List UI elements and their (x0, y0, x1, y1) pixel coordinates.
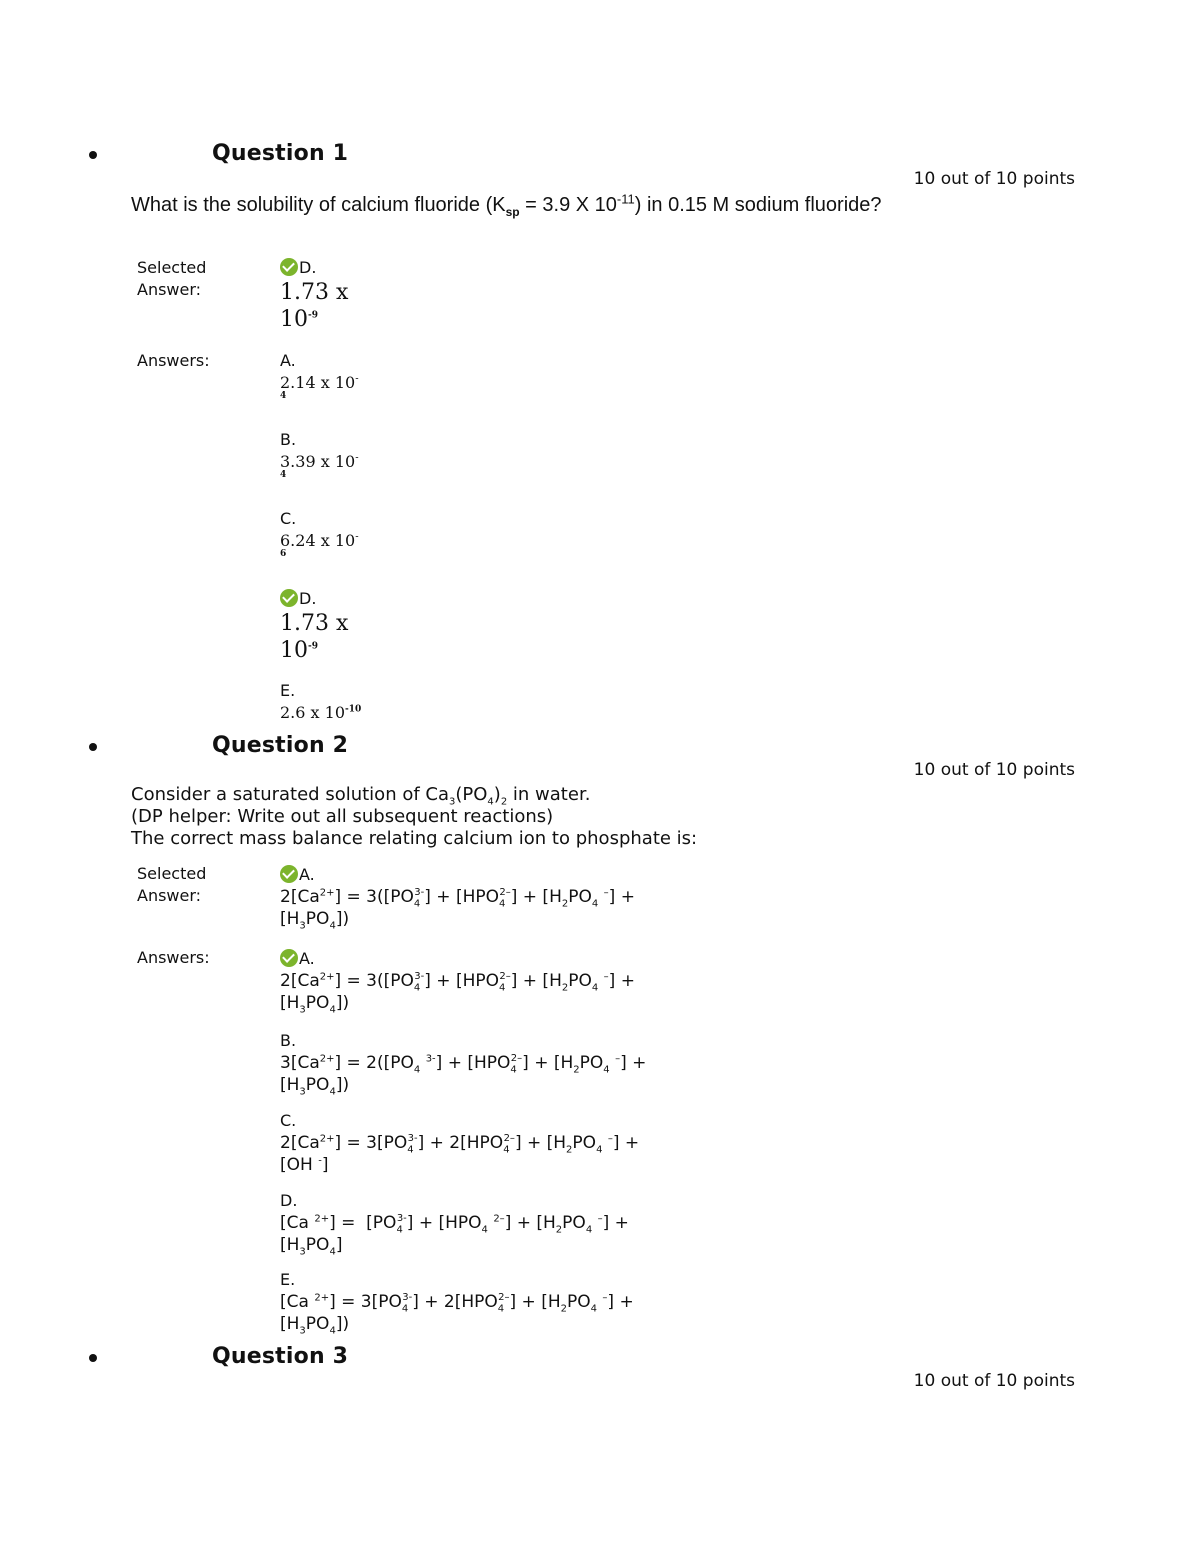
option-letter: B. (280, 1031, 297, 1050)
option-letter: E. (280, 1270, 296, 1289)
option-letter: A. (299, 949, 315, 968)
option-value: 3.39 x 10- $^4$ (280, 452, 359, 480)
option-value: 2.14 x 10- $^4$ (280, 373, 359, 401)
question-title: Question 2 (212, 733, 349, 758)
question-title: Question 3 (212, 1344, 349, 1369)
option-letter: D. (299, 258, 317, 277)
selected-answer-label: Selected Answer: (137, 864, 207, 905)
points-score: 10 out of 10 points (913, 760, 1075, 780)
points-score: 10 out of 10 points (913, 169, 1075, 189)
stem-line: The correct mass balance relating calcium ion to phosphate is: (131, 828, 698, 849)
selected-answer (280, 864, 635, 930)
stem-part: What is the solubility of calcium fluoride (K (131, 194, 506, 216)
correct-checkmark-icon (280, 258, 298, 276)
selected-answer (280, 257, 348, 333)
bullet-icon (89, 743, 97, 751)
option-value: 6.24 x 10- $^6$ (280, 531, 359, 559)
option-letter: B. (280, 430, 297, 449)
option-value: $2[Ca^{2+}] = 3([PO_4^{3-}] + [HPO_4^{2-}] + [H_2PO_4$ –] + $[H_3PO_4]$) (280, 971, 635, 1016)
option-letter: C. (280, 1111, 297, 1130)
option-value: 2.6 x $10^{-10}$ (280, 703, 362, 722)
points-score: 10 out of 10 points (913, 1371, 1075, 1391)
bullet-icon (89, 151, 97, 159)
option-letter: C. (280, 509, 297, 528)
answer-option-a (280, 350, 359, 416)
option-value: $2[Ca^{2+}] = 3([PO_4^{3-}] + [HPO_4^{2-}] + [H_2PO_4$ –] + $[H_3PO_4]$) (280, 887, 635, 932)
answer-option-e (280, 1269, 634, 1335)
correct-checkmark-icon (280, 949, 298, 967)
answers-label: Answers: (137, 948, 210, 967)
option-value: [Ca $^{2+}] = [PO_4^{3-}] + [HPO_4$ $^{2-}] + [H_2PO_4$ –] + $[H_3PO_4]$ (280, 1213, 629, 1258)
option-value: [Ca $^{2+}] = 3[PO_4^{3-}] + 2[HPO_4^{2-}] + [H_2PO_4$ –] + $[H_3PO_4]$) (280, 1292, 634, 1337)
question-stem (131, 784, 697, 850)
bullet-icon (89, 1354, 97, 1362)
stem-line: (DP helper: Write out all subsequent reactions) (131, 806, 554, 827)
option-value: 1.73 x $10^{-9}$ (280, 280, 349, 332)
option-value: $2[Ca^{2+}] = 3[PO_4^{3-}] + 2[HPO_4^{2-}] + [H_2PO_4$ –] + [OH -] (280, 1133, 640, 1175)
answer-option-b (280, 1030, 646, 1096)
correct-checkmark-icon (280, 865, 298, 883)
answer-option-c (280, 1110, 639, 1176)
answer-option-d (280, 588, 348, 664)
answer-option-b (280, 429, 359, 495)
answer-option-d (280, 1190, 629, 1256)
option-letter: D. (299, 589, 317, 608)
answer-option-a (280, 948, 635, 1014)
option-letter: A. (299, 865, 315, 884)
option-letter: D. (280, 1191, 298, 1210)
option-value: $3[Ca^{2+}] = 2([PO_4$ $^{3-}] + [HPO_4^{2-}] + [H_2PO_4$ –] + $[H_3PO_4]$) (280, 1053, 647, 1098)
question-title: Question 1 (212, 141, 349, 166)
option-letter: A. (280, 351, 296, 370)
option-letter: E. (280, 681, 296, 700)
selected-answer-label: Selected Answer: (137, 258, 207, 299)
option-value: 1.73 x $10^{-9}$ (280, 611, 349, 663)
answers-label: Answers: (137, 351, 210, 370)
answer-option-e (280, 680, 361, 724)
question-stem: What is the solubility of calcium fluoride ($K_{sp} = 3.9$ X $10^{-11}$) in 0.15 M sodium fluoride? (131, 191, 882, 219)
stem-line: Consider a saturated solution of $Ca_3(PO_4)_2$ in water. (131, 784, 591, 808)
correct-checkmark-icon (280, 589, 298, 607)
answer-option-c (280, 508, 359, 574)
